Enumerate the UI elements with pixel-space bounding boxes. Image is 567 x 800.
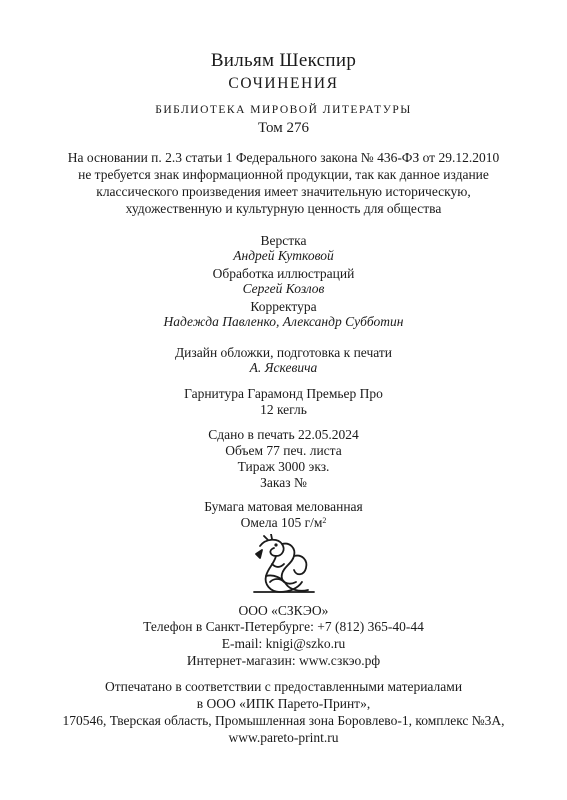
legal-notice-line-3: классического произведения имеет значительную историческую, <box>96 184 471 199</box>
book-title: СОЧИНЕНИЯ <box>228 75 339 92</box>
cover-role: Дизайн обложки, подготовка к печати <box>174 345 393 360</box>
printer-line-3: 170546, Тверская область, Промышленная зона Боровлево-1, комплекс №3А, <box>62 713 505 728</box>
submitted-date: Сдано в печать 22.05.2024 <box>208 427 359 442</box>
illustrations-role: Обработка иллюстраций <box>212 266 355 281</box>
dragon-knot-logo-icon <box>246 534 322 598</box>
publisher-email: E-mail: knigi@szko.ru <box>221 636 346 651</box>
legal-notice-line-4: художественную и культурную ценность для общества <box>125 201 442 216</box>
publisher-phone: Телефон в Санкт-Петербурге: +7 (812) 365-40-44 <box>143 619 424 634</box>
publisher-name: ООО «СЗКЭО» <box>238 603 329 618</box>
volume-number: Том 276 <box>258 120 309 136</box>
order-number: Заказ № <box>260 475 307 490</box>
proofreading-names: Надежда Павленко, Александр Субботин <box>163 314 404 329</box>
typeface: Гарнитура Гарамонд Премьер Про <box>184 386 383 401</box>
layout-role: Верстка <box>260 233 307 248</box>
paper-weight <box>0 515 567 531</box>
publisher-shop: Интернет-магазин: www.сзкэо.рф <box>186 653 381 668</box>
cover-name: А. Яскевича <box>249 360 318 375</box>
print-run: Тираж 3000 экз. <box>237 459 330 474</box>
paper-weight-text: Омела 105 г/м <box>240 515 323 530</box>
printer-website: www.pareto-print.ru <box>228 730 339 745</box>
legal-notice-line-1: На основании п. 2.3 статьи 1 Федерального закона № 436-ФЗ от 29.12.2010 <box>67 150 500 165</box>
legal-notice-line-2: не требуется знак информационной продукции, так как данное издание <box>78 167 489 182</box>
paper-type: Бумага матовая мелованная <box>204 499 363 514</box>
proofreading-role: Корректура <box>250 299 317 314</box>
print-volume: Объем 77 печ. листа <box>225 443 342 458</box>
printer-line-1: Отпечатано в соответствии с предоставленными материалами <box>104 679 463 694</box>
layout-name: Андрей Кутковой <box>233 248 334 263</box>
type-size: 12 кегль <box>260 402 307 417</box>
author-name: Вильям Шекспир <box>210 50 357 71</box>
printer-line-2: в ООО «ИПК Парето-Принт», <box>196 696 371 711</box>
paper-weight-unit-power: 2 <box>322 516 327 525</box>
series-name: БИБЛИОТЕКА МИРОВОЙ ЛИТЕРАТУРЫ <box>155 104 412 116</box>
illustrations-name: Сергей Козлов <box>242 281 325 296</box>
